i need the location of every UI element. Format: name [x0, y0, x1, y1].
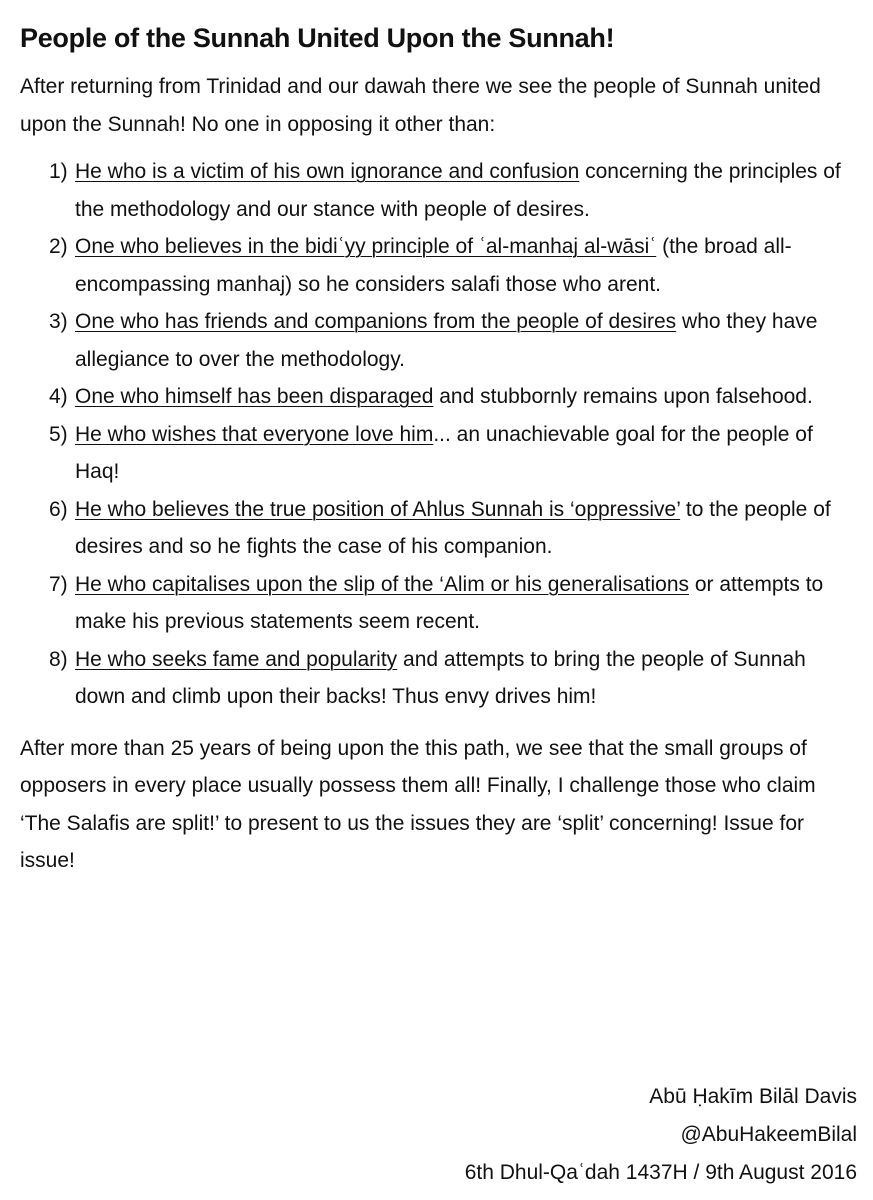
- list-item: [49, 641, 855, 716]
- page-title: People of the Sunnah United Upon the Sunnah!: [20, 23, 615, 53]
- intro-paragraph: After returning from Trinidad and our dawah there we see the people of Sunnah united upon the Sunnah! No one in opposing it other than:: [20, 75, 821, 136]
- publish-date: 6th Dhul-Qaʿdah 1437H / 9th August 2016: [464, 1161, 857, 1184]
- item-rest-text: who they have allegiance to over the methodology.: [75, 310, 818, 371]
- item-underlined-text: One who has friends and companions from the people of desires: [75, 310, 677, 333]
- item-underlined-text: He who seeks fame and popularity: [75, 647, 398, 671]
- item-number: 4): [49, 385, 68, 408]
- item-number: 8): [49, 647, 68, 671]
- item-rest-text: to the people of desires and so he fights the case of his companion.: [75, 497, 831, 558]
- item-underlined-text: He who capitalises upon the slip of the ‘Alim or his generalisations: [75, 572, 689, 596]
- list-item: [49, 566, 855, 641]
- item-number: 3): [49, 310, 68, 333]
- list-item: [49, 416, 855, 491]
- opposers-list: [20, 153, 855, 716]
- item-underlined-text: One who himself has been disparaged: [75, 385, 434, 408]
- author-name: Abū Ḥakīm Bilāl Davis: [649, 1085, 857, 1108]
- list-item: [49, 378, 855, 416]
- closing-paragraph: After more than 25 years of being upon the this path, we see that the small groups of opposers in every place usually possess them all! Finally, I challenge those who claim ‘The Salafis are split!’ to present to us the issues they are ‘split’ concerning! Issue for issue!: [20, 736, 816, 872]
- item-rest-text: or attempts to make his previous statements seem recent.: [75, 572, 824, 633]
- list-item: [49, 491, 855, 566]
- item-underlined-text: He who believes the true position of Ahlus Sunnah is ‘oppressive’: [75, 497, 681, 521]
- author-handle: @AbuHakeemBilal: [680, 1123, 857, 1146]
- item-rest-text: (the broad all-encompassing manhaj) so he considers salafi those who arent.: [75, 235, 792, 296]
- list-item: [49, 228, 855, 303]
- item-number: 1): [49, 160, 68, 183]
- signature-block: [465, 1078, 857, 1192]
- item-text: [75, 228, 855, 303]
- item-text: [75, 641, 855, 716]
- item-text: [75, 566, 855, 641]
- list-item: [49, 303, 855, 378]
- item-number: 5): [49, 422, 68, 446]
- item-number: 2): [49, 235, 68, 258]
- item-text: [75, 153, 855, 228]
- item-number: 7): [49, 572, 68, 596]
- item-text: [75, 416, 855, 491]
- list-item: [49, 153, 855, 228]
- item-underlined-text: He who wishes that everyone love him: [75, 422, 434, 446]
- item-rest-text: and stubbornly remains upon falsehood.: [433, 385, 813, 408]
- item-rest-text: concerning the principles of the methodology and our stance with people of desires.: [75, 160, 841, 221]
- item-rest-text: and attempts to bring the people of Sunnah down and climb upon their backs! Thus envy drives him!: [75, 647, 806, 708]
- item-rest-text: ... an unachievable goal for the people of Haq!: [75, 422, 813, 483]
- item-number: 6): [49, 497, 68, 521]
- item-underlined-text: He who is a victim of his own ignorance and confusion: [75, 160, 580, 183]
- item-text: [75, 378, 855, 416]
- item-text: [75, 303, 855, 378]
- item-text: [75, 491, 855, 566]
- item-underlined-text: One who believes in the bidiʿyy principle of ʿal-manhaj al-wāsiʿ: [75, 235, 657, 258]
